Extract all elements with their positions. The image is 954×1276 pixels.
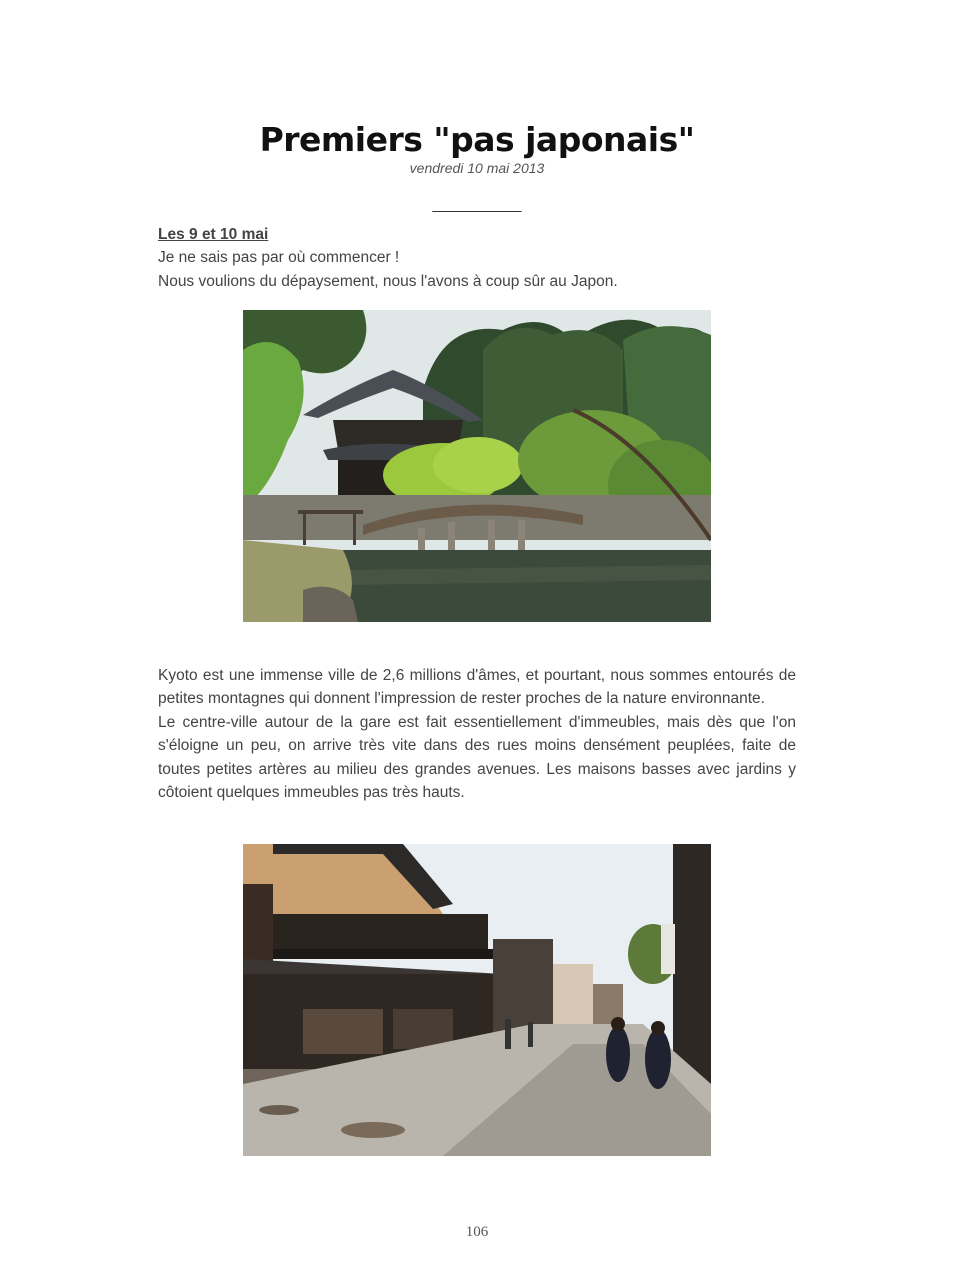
paragraph-2: Le centre-ville autour de la gare est fait essentiellement d'immeubles, mais dès que l'on s'éloigne un peu, on arrive très vite dans des rues moins densément peuplées, faite de toutes petites artères au milieu des grandes avenues. Les maisons basses avec jardins y côtoient quelques immeubles pas très hauts. [158,713,796,802]
temple-garden-photo [243,310,711,622]
paragraph-1: Kyoto est une immense ville de 2,6 millions d'âmes, et pourtant, nous sommes entourés de petites montagnes qui donnent l'impression de rester proches de la nature environnante. [158,667,796,708]
section-subheading: Les 9 et 10 mai [158,226,269,243]
intro-section [158,223,796,293]
main-text [158,664,796,804]
kyoto-street-photo [243,844,711,1156]
intro-line-1: Je ne sais pas par où commencer ! [158,249,400,267]
page-number: 106 [465,1224,489,1240]
page-title: Premiers "pas japonais" [259,120,695,159]
post-date: vendredi 10 mai 2013 [409,160,545,176]
intro-line-2: Nous voulions du dépaysement, nous l'avons à coup sûr au Japon. [158,272,618,290]
separator-line: __________ [432,196,522,213]
